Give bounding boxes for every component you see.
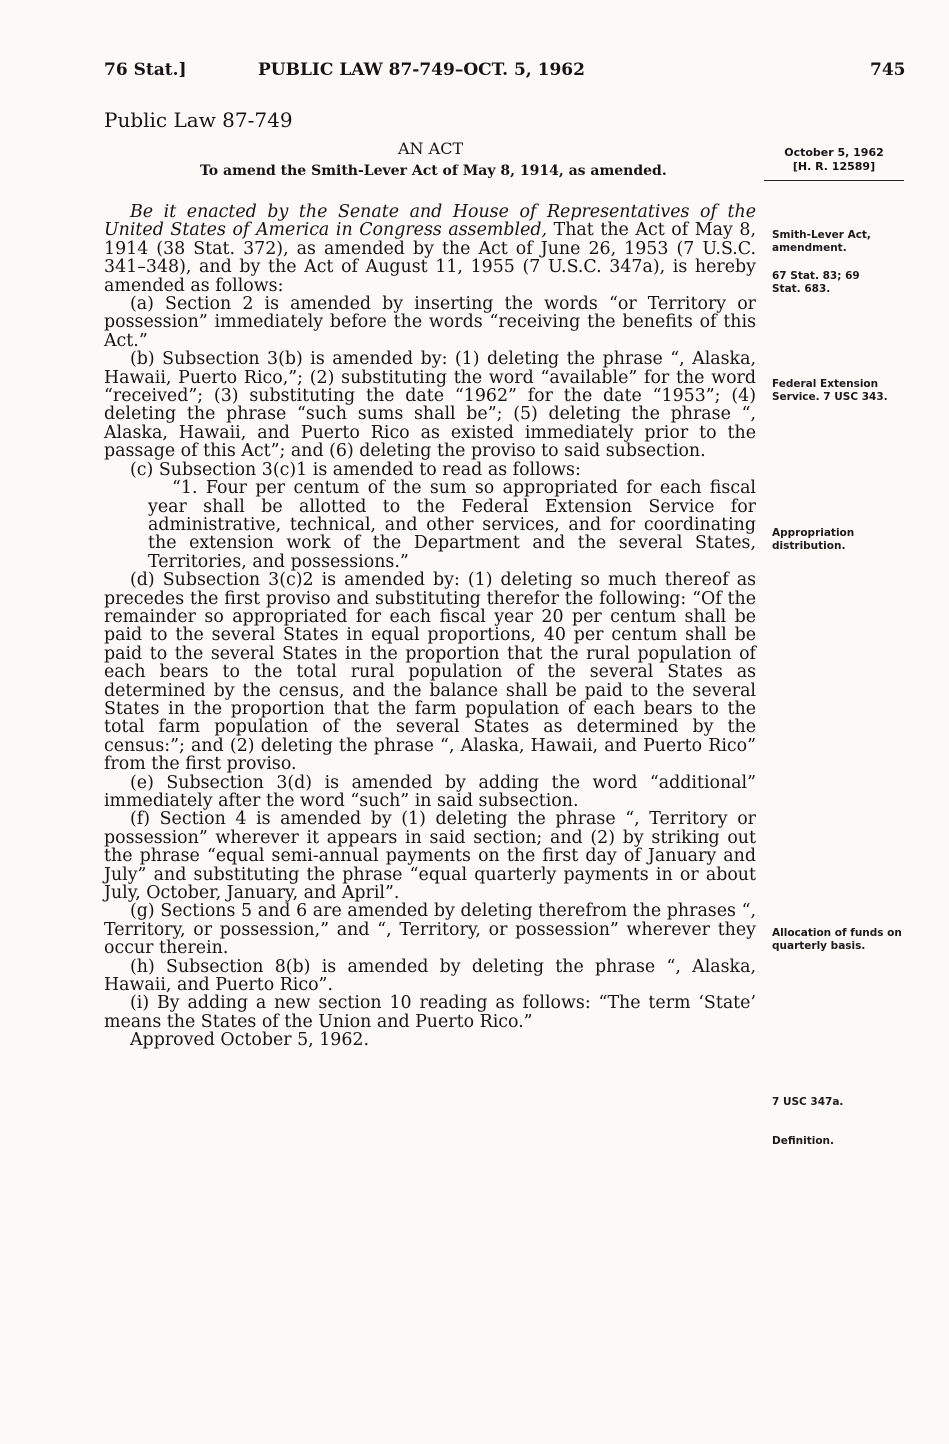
paragraph-a: (a) Section 2 is amended by inserting the words “or Territory or possession” immediately before the words “receiving the benefits of this Act.” [104, 294, 756, 351]
page-number: 745 [870, 60, 906, 80]
intro-text: That the Act of May 8, 1914 (38 Stat. 372), as amended by the Act of June 26, 1953 (7 U.S.C. 341–348), and by the Act of August 11, 1955 (7 U.S.C. 347a), is hereby amended as follows: [104, 220, 756, 296]
paragraph-d: (d) Subsection 3(c)2 is amended by: (1) deleting so much thereof as precedes the first proviso and substituting therefor the following: “Of the remainder so appropriated for each fiscal year 20 per centum shall be paid to the several States in equal proportions, 40 per centum shall be paid to the several States in the proportion that the rural population of each bears to the total rural population of the several States as determined by the census, and the balance shall be paid to the several States in the proportion that the farm population of each bears to the total farm population of the several States as determined by the census:”; and (2) deleting the phrase “, Alaska, Hawaii, and Puerto Rico” from the first proviso. [104, 570, 756, 775]
margin-note-definition: Definition. [772, 1135, 834, 1147]
act-body [104, 203, 756, 1050]
act-subtitle: To amend the Smith-Lever Act of May 8, 1914, as amended. [200, 163, 667, 179]
paragraph-c-quote: “1. Four per centum of the sum so appropriated for each fiscal year shall be allotted to the Federal Extension Service for administrative, technical, and other services, and for coordinating the extension work of the Department and the several States, Territories, and possessions.” [148, 478, 756, 572]
law-number: Public Law 87-749 [104, 108, 293, 132]
paragraph-g: (g) Sections 5 and 6 are amended by deleting therefrom the phrases “, Territory, or possession,” and “, Territory, or possession” wherever they occur therein. [104, 901, 756, 959]
margin-note-smith-lever: Smith-Lever Act, amendment. [772, 229, 871, 254]
margin-note-allocation: Allocation of funds on quarterly basis. [772, 927, 902, 952]
paragraph-b: (b) Subsection 3(b) is amended by: (1) deleting the phrase “, Alaska, Hawaii, Puerto Rico,”; (2) substituting the word “available” for the word “received”; (3) substituting the date “1962” for the date “1953”; (4) deleting the phrase “such sums shall be”; (5) deleting the phrase “, Alaska, Hawaii, and Puerto Rico as existed immediately prior to the passage of this Act”; and (6) deleting the proviso to said subsection. [104, 349, 756, 462]
header-title: PUBLIC LAW 87-749–OCT. 5, 1962 [258, 60, 585, 80]
margin-note-appropriation: Appropriation distribution. [772, 527, 855, 552]
enactment-date: October 5, 1962 [784, 146, 884, 159]
paragraph-h: (h) Subsection 8(b) is amended by deleting the phrase “, Alaska, Hawaii, and Puerto Rico”. [104, 956, 756, 996]
paragraph-f: (f) Section 4 is amended by (1) deleting the phrase “, Territory or possession” wherever it appears in said section; and (2) by striking out the phrase “equal semi-annual payments on the first day of January and July” and substituting the phrase “equal quarterly payments in or about July, October, January, and April”. [104, 809, 756, 904]
margin-note-federal-extension: Federal Extension Service. 7 USC 343. [772, 378, 888, 403]
date-box [764, 146, 904, 181]
approved-line: Approved October 5, 1962. [130, 1030, 370, 1051]
header-stat: 76 Stat.] [104, 60, 187, 80]
margin-note-stat-refs: 67 Stat. 83; 69 Stat. 683. [772, 270, 860, 295]
paragraph-i: (i) By adding a new section 10 reading as follows: “The term ‘State’ means the States of the Union and Puerto Rico.” [104, 993, 756, 1032]
enacting-clause: Be it enacted by the Senate and House of Representatives of the United States of America in Congress assembled, [104, 202, 756, 241]
margin-note-7usc347a: 7 USC 347a. [772, 1096, 844, 1108]
bill-number: [H. R. 12589] [792, 160, 876, 173]
intro-paragraph [104, 203, 756, 295]
paragraph-e: (e) Subsection 3(d) is amended by adding the word “additional” immediately after the word “such” in said subsection. [104, 772, 756, 811]
an-act-heading: AN ACT [398, 139, 464, 158]
paragraph-c: (c) Subsection 3(c)1 is amended to read as follows: [130, 459, 581, 480]
